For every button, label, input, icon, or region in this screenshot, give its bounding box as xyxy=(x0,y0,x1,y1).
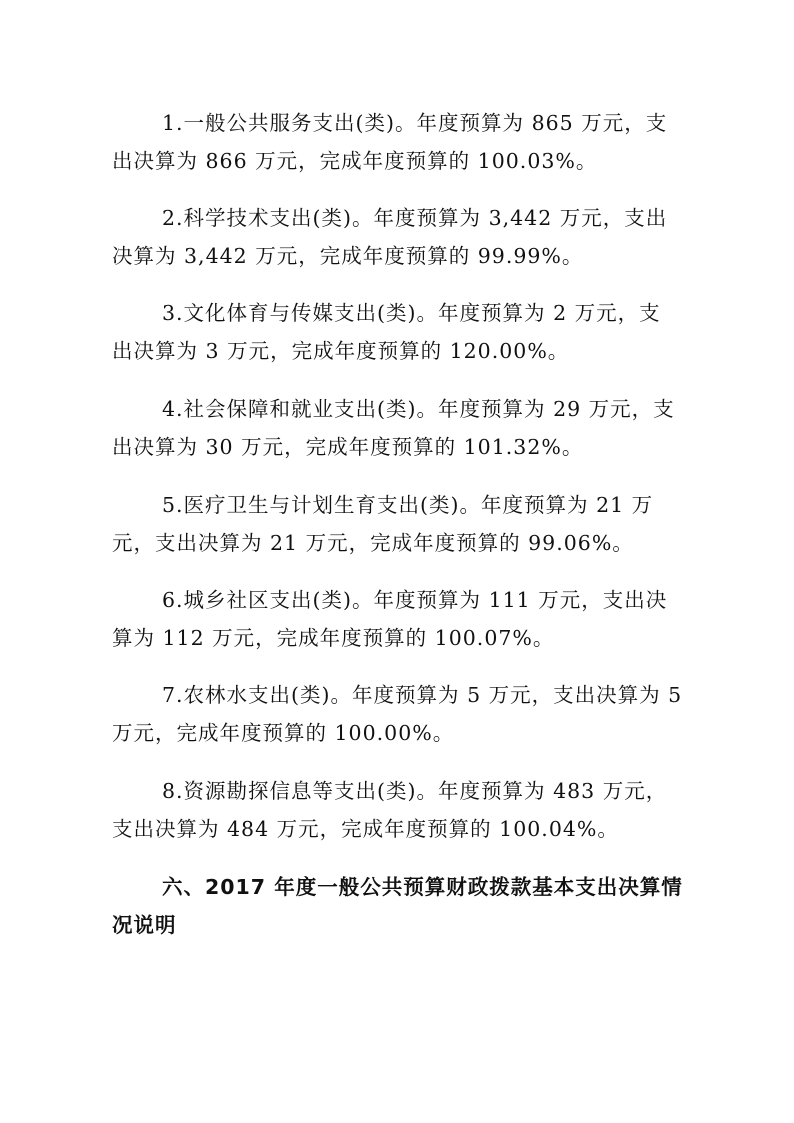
paragraph-line: 出决算为 3 万元，完成年度预算的 120.00%。 xyxy=(112,339,570,363)
paragraph-science-technology xyxy=(112,199,687,275)
paragraph-agriculture-forestry-water xyxy=(112,676,687,752)
paragraph-line: 3.文化体育与传媒支出(类)。年度预算为 2 万元，支 xyxy=(162,301,661,325)
paragraph-line: 8.资源勘探信息等支出(类)。年度预算为 483 万元， xyxy=(162,779,668,803)
paragraph-line: 算为 112 万元，完成年度预算的 100.07%。 xyxy=(112,626,555,650)
paragraph-line: 元，支出决算为 21 万元，完成年度预算的 99.06%。 xyxy=(112,531,634,555)
paragraph-resource-exploration xyxy=(112,772,687,848)
paragraph-line: 支出决算为 484 万元，完成年度预算的 100.04%。 xyxy=(112,817,619,841)
paragraph-social-security xyxy=(112,390,687,466)
paragraph-line: 1.一般公共服务支出(类)。年度预算为 865 万元，支 xyxy=(162,111,668,135)
section-heading-line: 六、2017 年度一般公共预算财政拨款基本支出决算情 xyxy=(162,875,683,899)
paragraph-line: 决算为 3,442 万元，完成年度预算的 99.99%。 xyxy=(112,244,584,268)
paragraph-line: 5.医疗卫生与计划生育支出(类)。年度预算为 21 万 xyxy=(162,493,654,517)
paragraph-line: 6.城乡社区支出(类)。年度预算为 111 万元，支出决 xyxy=(162,588,668,612)
section-heading-line: 况说明 xyxy=(112,913,177,937)
section-heading xyxy=(112,868,687,944)
paragraph-health-family-planning xyxy=(112,486,687,562)
paragraph-line: 7.农林水支出(类)。年度预算为 5 万元，支出决算为 5 xyxy=(162,683,683,707)
paragraph-culture-sports-media xyxy=(112,294,687,370)
paragraph-line: 出决算为 866 万元，完成年度预算的 100.03%。 xyxy=(112,149,598,173)
paragraph-line: 出决算为 30 万元，完成年度预算的 101.32%。 xyxy=(112,435,584,459)
paragraph-line: 2.科学技术支出(类)。年度预算为 3,442 万元，支出 xyxy=(162,206,668,230)
paragraph-line: 万元，完成年度预算的 100.00%。 xyxy=(112,721,455,745)
paragraph-line: 4.社会保障和就业支出(类)。年度预算为 29 万元，支 xyxy=(162,397,675,421)
paragraph-general-public-services xyxy=(112,104,687,180)
paragraph-urban-rural-community xyxy=(112,581,687,657)
